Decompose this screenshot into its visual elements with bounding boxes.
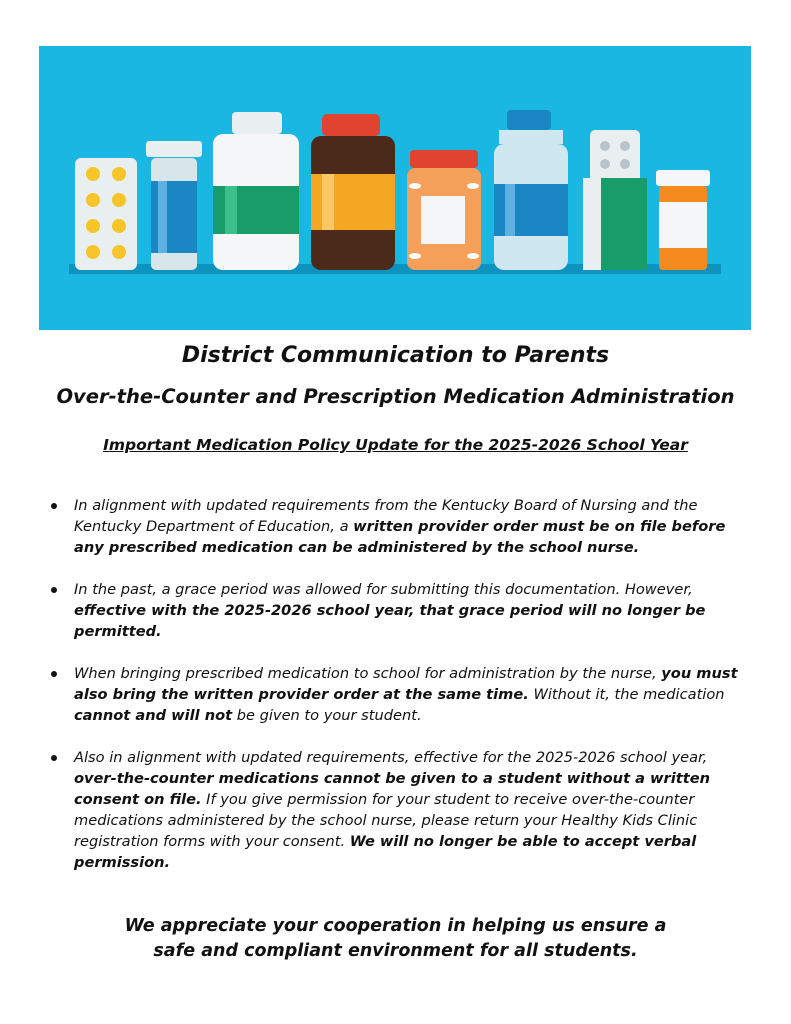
closing-line: We appreciate your cooperation in helping us ensure a xyxy=(124,916,667,936)
bullet-text: Also in alignment with updated requirements, effective for the 2025-2026 school year, xyxy=(74,749,708,766)
policy-bullet xyxy=(46,663,746,726)
bullet-emphasis: written provider order must be on file before any prescribed medication can be administered by the school nurse. xyxy=(74,518,726,556)
orange-bottle-icon xyxy=(656,170,710,270)
closing-line: safe and compliant environment for all students. xyxy=(153,941,638,961)
small-bottle-icon xyxy=(146,141,202,270)
bullet-text: If you give permission for your student to receive over-the-counter medications administered by the school nurse, please return your Healthy Kids Clinic registration forms with your consent. xyxy=(74,791,698,850)
closing-message xyxy=(0,914,791,964)
medicine-box-icon xyxy=(583,130,647,270)
policy-bullet xyxy=(46,747,746,873)
policy-bullet xyxy=(46,579,746,642)
policy-bullet xyxy=(46,495,746,558)
blue-bottle-icon xyxy=(494,110,568,270)
page-title: District Communication to Parents xyxy=(181,343,610,368)
blister-pack-icon xyxy=(75,158,137,270)
bullet-emphasis: you must also bring the written provider order at the same time. xyxy=(74,665,738,703)
bullet-emphasis: cannot and will not xyxy=(74,707,233,724)
white-bottle-icon xyxy=(213,112,299,270)
policy-update-heading: Important Medication Policy Update for the 2025-2026 School Year xyxy=(103,436,688,454)
bullet-text: Without it, the medication xyxy=(528,686,725,703)
bullet-emphasis: over-the-counter medications cannot be given to a student without a written consent on file. xyxy=(74,770,710,808)
medication-bottles-illustration xyxy=(39,46,751,330)
bullet-text: be given to your student. xyxy=(232,707,422,724)
bullet-emphasis: We will no longer be able to accept verbal permission. xyxy=(74,833,697,871)
bullet-text: In alignment with updated requirements from the Kentucky Board of Nursing and the Kentucky Department of Education, a xyxy=(74,497,698,535)
pill-jar-icon xyxy=(407,150,481,270)
policy-bullet-list xyxy=(46,495,746,894)
bullet-emphasis: effective with the 2025-2026 school year, that grace period will no longer be permitted. xyxy=(74,602,706,640)
bullet-text: In the past, a grace period was allowed for submitting this documentation. However, xyxy=(74,581,693,598)
medication-banner xyxy=(39,46,751,330)
page-subtitle: Over-the-Counter and Prescription Medication Administration xyxy=(56,385,735,408)
bullet-text: When bringing prescribed medication to school for administration by the nurse, xyxy=(74,665,662,682)
brown-bottle-icon xyxy=(311,114,395,270)
